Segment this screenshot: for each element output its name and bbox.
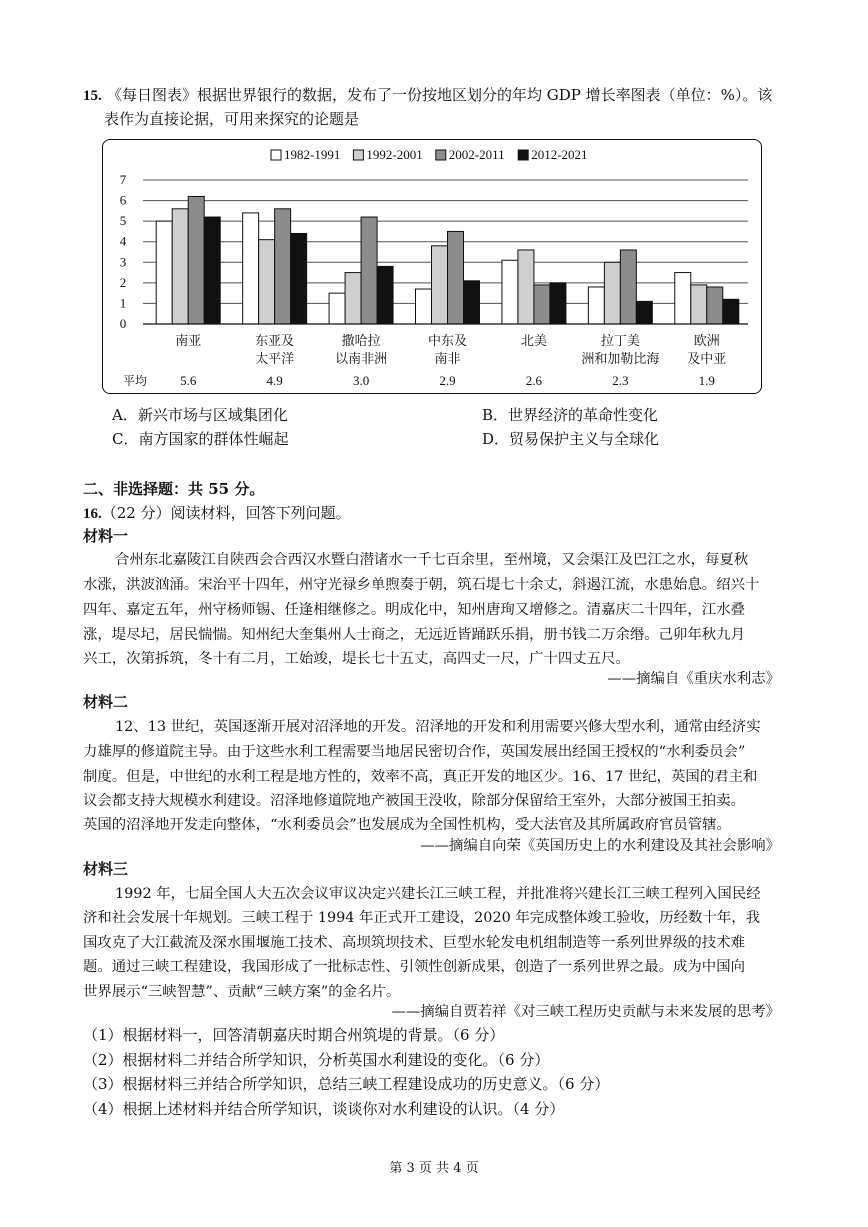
- bar: [377, 266, 393, 324]
- q16-stem: （22 分）阅读材料，回答下列问题。: [101, 504, 351, 522]
- bar: [345, 273, 361, 324]
- q15-line1: [83, 84, 783, 107]
- gdp-chart: [102, 139, 762, 394]
- q15-number: 15.: [83, 88, 102, 104]
- gdp-chart-svg: [103, 140, 761, 392]
- material2-source: ——摘编自向荣《英国历史上的水利建设及其社会影响》: [420, 838, 780, 854]
- m3-line: 1992 年，七届全国人大五次会议审议决定兴建长江三峡工程，并批准将兴建长江三峡工程列入国民经: [115, 886, 761, 902]
- m1-line: 四年、嘉定五年，州守杨师锡、任逢相继修之。明成化中，知州唐珣又增修之。清嘉庆二十四年，江水叠: [83, 602, 745, 618]
- y-tick-label: 4: [119, 233, 127, 249]
- average-value: 5.6: [180, 373, 197, 388]
- category-label: 及中亚: [687, 351, 727, 366]
- bar: [188, 196, 204, 324]
- bar: [275, 209, 291, 324]
- m3-line: 济和社会发展十年规划。三峡工程于 1994 年正式开工建设，2020 年完成整体竣工验收，历经数十年，我: [83, 910, 760, 926]
- y-tick-label: 1: [119, 295, 127, 311]
- material2-title: 材料二: [83, 693, 129, 711]
- category-label: 北美: [520, 333, 547, 348]
- sub-question-3: （3）根据材料三并结合所学知识，总结三峡工程建设成功的历史意义。（6 分）: [83, 1075, 610, 1093]
- legend-swatch: [353, 150, 363, 160]
- sub-question-1: （1）根据材料一，回答清朝嘉庆时期合州筑堤的背景。（6 分）: [83, 1026, 505, 1044]
- bar: [361, 217, 377, 324]
- y-tick-label: 3: [119, 254, 127, 270]
- bar: [534, 285, 550, 324]
- option-c: C．南方国家的群体性崛起: [112, 430, 289, 448]
- average-value: 1.9: [698, 373, 715, 388]
- material1-source: ——摘编自《重庆水利志》: [607, 671, 780, 687]
- bar: [550, 283, 566, 324]
- q16-line: [83, 502, 783, 525]
- legend-label: 1982-1991: [284, 147, 341, 162]
- material3-title: 材料三: [83, 860, 129, 878]
- average-label: 平均: [123, 374, 148, 388]
- section2-title: 二、非选择题：共 55 分。: [83, 480, 265, 498]
- category-label: 以南非洲: [335, 351, 388, 366]
- bar: [291, 233, 307, 324]
- bar: [636, 301, 652, 324]
- bar: [464, 281, 480, 324]
- bar: [604, 262, 620, 324]
- option-a: A．新兴市场与区域集团化: [112, 406, 288, 424]
- m3-line: 题。通过三峡工程建设，我国形成了一批标志性、引领性创新成果，创造了一系列世界之最。成为中国向: [83, 959, 745, 975]
- y-tick-label: 6: [119, 192, 127, 208]
- option-b: B．世界经济的革命性变化: [482, 406, 659, 424]
- material1-title: 材料一: [83, 527, 129, 545]
- m1-line: 合州东北嘉陵江自陕西会合西汉水暨白潜诸水一千七百余里，至州境，又会渠江及巴江之水，每夏秋: [115, 552, 749, 568]
- bar: [691, 285, 707, 324]
- m3-line: 国攻克了大江截流及深水围堰施工技术、高坝筑坝技术、巨型水轮发电机组制造等一系列世界级的技术难: [83, 935, 745, 951]
- category-label: 欧洲: [693, 333, 720, 348]
- average-value: 2.3: [612, 373, 629, 388]
- m2-line: 议会都支持大规模水利建设。沼泽地修道院地产被国王没收，除部分保留给王室外，大部分被国王拍卖。: [83, 793, 745, 809]
- bar: [243, 213, 259, 324]
- legend-swatch: [436, 150, 446, 160]
- category-label: 东亚及: [255, 333, 295, 348]
- bar: [675, 273, 691, 324]
- legend-label: 1992-2001: [366, 147, 423, 162]
- y-tick-label: 0: [119, 316, 127, 331]
- bar: [502, 260, 518, 324]
- q16-number: 16.: [83, 506, 102, 522]
- average-value: 2.9: [439, 373, 456, 388]
- legend-label: 2002-2011: [448, 147, 505, 162]
- page-footer: 第 3 页 共 4 页: [389, 1161, 479, 1176]
- bar: [448, 231, 464, 324]
- m2-line: 力雄厚的修道院主导。由于这些水利工程需要当地居民密切合作，英国发展出经国王授权的“水利委员会”: [83, 744, 746, 760]
- m2-line: 英国的沼泽地开发走向整体，“水利委员会”也发展成为全国性机构，受大法官及其所属政府官员管辖。: [83, 817, 731, 833]
- bar: [518, 250, 534, 324]
- bar: [723, 299, 739, 324]
- bar: [172, 209, 188, 324]
- m3-line: 世界展示“三峡智慧”、贡献“三峡方案”的金名片。: [83, 984, 401, 1000]
- q15-stem-2: 表作为直接论据，可用来探究的论题是: [104, 110, 360, 128]
- category-label: 拉丁美: [600, 333, 640, 348]
- m2-line: 制度。但是，中世纪的水利工程是地方性的，效率不高，真正开发的地区少。16、17 世纪，英国的君主和: [83, 769, 758, 785]
- m1-line: 兴工，次第拆筑，冬十有二月，工始竣，堤长七十五丈，高四丈一尺，广十四丈五尺。: [83, 651, 630, 667]
- y-tick-label: 5: [119, 213, 127, 229]
- material3-source: ——摘编自贾若祥《对三峡工程历史贡献与未来发展的思考》: [391, 1004, 780, 1020]
- legend-swatch: [518, 150, 528, 160]
- average-value: 3.0: [352, 373, 370, 388]
- bar: [204, 217, 220, 324]
- y-tick-label: 2: [119, 274, 127, 290]
- category-label: 南非: [434, 351, 461, 366]
- option-d: D．贸易保护主义与全球化: [482, 430, 660, 448]
- y-tick-label: 7: [119, 172, 127, 187]
- q15-stem-1: 《每日图表》根据世界银行的数据，发布了一份按地区划分的年均 GDP 增长率图表（单位：%）。该: [106, 86, 773, 104]
- category-label: 南亚: [175, 333, 202, 348]
- sub-question-2: （2）根据材料二并结合所学知识，分析英国水利建设的变化。（6 分）: [83, 1051, 550, 1069]
- category-label: 洲和加勒比海: [581, 351, 660, 366]
- m2-line: 12、13 世纪，英国逐渐开展对沼泽地的开发。沼泽地的开发和利用需要兴修大型水利，通常由经济实: [115, 719, 761, 735]
- bar: [329, 293, 345, 324]
- average-value: 2.6: [525, 373, 543, 388]
- bar: [156, 221, 172, 324]
- category-label: 中东及: [427, 333, 468, 348]
- legend-label: 2012-2021: [531, 147, 588, 162]
- category-label: 太平洋: [255, 351, 295, 366]
- average-value: 4.9: [266, 373, 283, 388]
- bar: [588, 287, 604, 324]
- bar: [432, 246, 448, 324]
- sub-question-4: （4）根据上述材料并结合所学知识，谈谈你对水利建设的认识。（4 分）: [83, 1100, 565, 1118]
- bar: [416, 289, 432, 324]
- m1-line: 涨，堤尽圮，居民惴惴。知州纪大奎集州人士商之，无远近皆踊跃乐捐，册书钱二万余缗。己卯年秋九月: [83, 627, 745, 643]
- legend-swatch: [271, 150, 281, 160]
- category-label: 撒哈拉: [341, 333, 381, 348]
- bar: [259, 240, 275, 324]
- m1-line: 水涨，洪波汹涌。宋治平十四年，州守光禄乡单煦奏于朝，筑石堤七十余丈，斜遏江流，水患始息。绍兴十: [83, 577, 760, 593]
- bar: [707, 287, 723, 324]
- bar: [620, 250, 636, 324]
